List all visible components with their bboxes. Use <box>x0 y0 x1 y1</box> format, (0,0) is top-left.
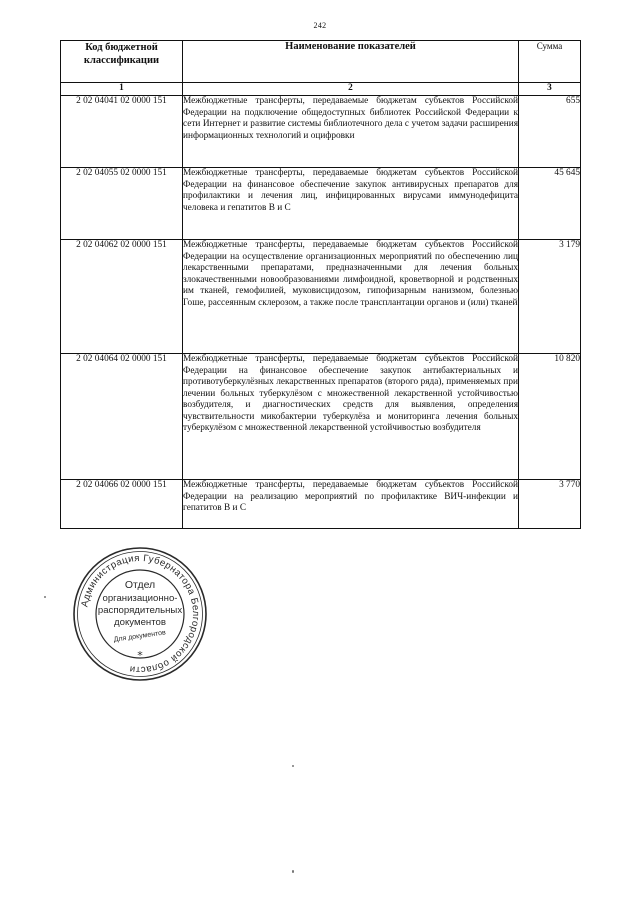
row-name: Межбюджетные трансферты, передаваемые бюджетам субъектов Российской Федерации на финансовое обеспечение закупок антибактериальных и противотуберкулёзных лекарственных препаратов (второго ряда), применяемых при лечении больных туберкулёзом с множественной лекарственной устойчивостью возбудителя, и диагностических средств для выявления, определения чувствительности микобактерии туберкулёза и мониторинга лечения больных туберкулёзом с множественной лекарственной устойчивостью возбудителя <box>183 354 519 480</box>
row-name: Межбюджетные трансферты, передаваемые бюджетам субъектов Российской Федерации на финансовое обеспечение закупок антивирусных препаратов для профилактики и лечения лиц, инфицированных вирусами иммунодефицита человека и гепатитов B и C <box>183 168 519 240</box>
column-number-row <box>61 83 581 96</box>
scan-speck <box>292 765 294 767</box>
stamp-bottom-text: Для документов <box>113 629 167 644</box>
row-name: Межбюджетные трансферты, передаваемые бюджетам субъектов Российской Федерации на подключение общедоступных библиотек Российской Федерации к сети Интернет и развитие системы библиотечного дела с учетом задачи расширения информационных технологий и оцифровки <box>183 96 519 168</box>
row-code: 2 02 04041 02 0000 151 <box>61 96 183 168</box>
scan-speck <box>44 596 46 598</box>
row-sum: 3 179 <box>519 240 581 354</box>
row-sum: 45 645 <box>519 168 581 240</box>
row-code: 2 02 04066 02 0000 151 <box>61 480 183 529</box>
row-sum: 655 <box>519 96 581 168</box>
row-code: 2 02 04064 02 0000 151 <box>61 354 183 480</box>
header-code: Код бюджетной классификации <box>61 41 183 83</box>
table-row <box>61 354 581 480</box>
row-name: Межбюджетные трансферты, передаваемые бюджетам субъектов Российской Федерации на реализацию мероприятий по профилактике ВИЧ-инфекции и гепатитов B и C <box>183 480 519 529</box>
header-sum: Сумма <box>519 41 581 83</box>
column-number: 2 <box>183 83 519 96</box>
stamp-line: организационно- <box>102 593 178 604</box>
column-number: 1 <box>61 83 183 96</box>
stamp-line: Отдел <box>124 579 156 591</box>
row-code: 2 02 04055 02 0000 151 <box>61 168 183 240</box>
page-number: 242 <box>313 21 327 30</box>
table-row <box>61 168 581 240</box>
stamp-line: документов <box>114 617 166 628</box>
stamp-line: распорядительных <box>97 605 183 616</box>
stamp-star-icon: * <box>137 649 143 662</box>
stamp-ring-text: Администрация Губернатора Белгородской области <box>79 552 202 676</box>
row-sum: 10 820 <box>519 354 581 480</box>
table-row <box>61 240 581 354</box>
row-name: Межбюджетные трансферты, передаваемые бюджетам субъектов Российской Федерации на осуществление организационных мероприятий по обеспечению лиц лекарственными препаратами, предназначенными для лечения больных злокачественными новообразованиями лимфоидной, кроветворной и родственных им тканей, гемофилией, муковисцидозом, гипофизарным нанизмом, болезнью Гоше, рассеянным склерозом, а также после трансплантации органов и (или) тканей <box>183 240 519 354</box>
table-header-row <box>61 41 581 83</box>
column-number: 3 <box>519 83 581 96</box>
budget-table <box>60 40 581 529</box>
header-name: Наименование показателей <box>183 41 519 83</box>
official-stamp <box>71 545 209 683</box>
row-sum: 3 770 <box>519 480 581 529</box>
row-code: 2 02 04062 02 0000 151 <box>61 240 183 354</box>
scan-speck <box>292 870 294 873</box>
table-row <box>61 480 581 529</box>
table-row <box>61 96 581 168</box>
